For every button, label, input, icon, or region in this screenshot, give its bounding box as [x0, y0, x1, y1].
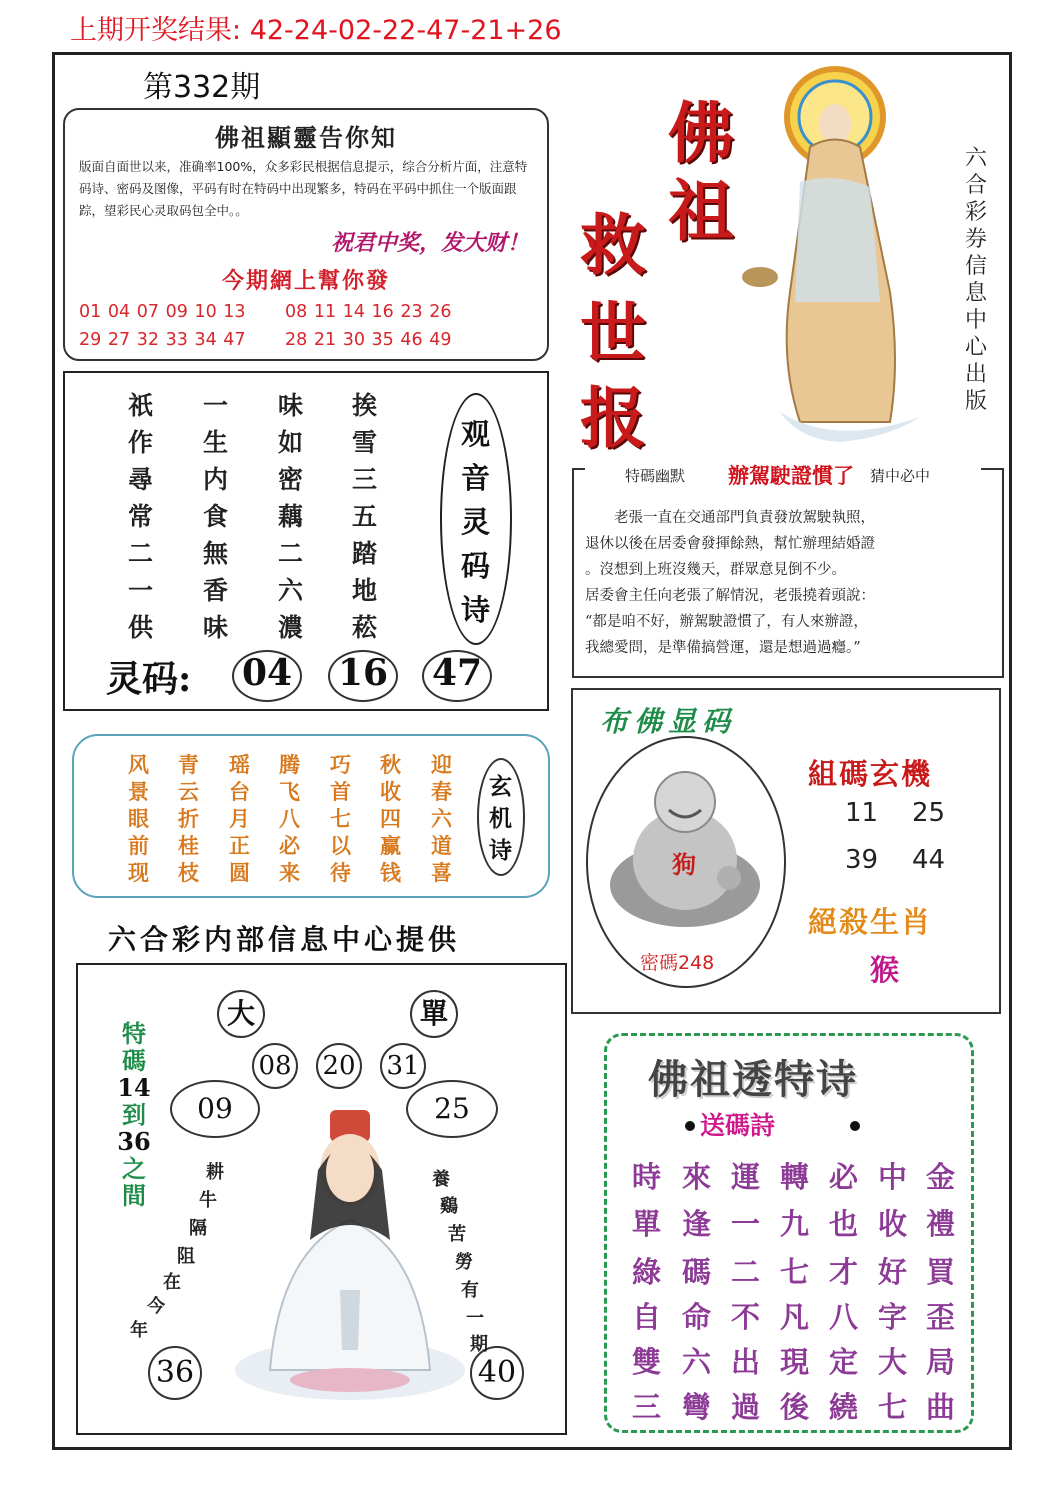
bullet-dot — [850, 1121, 860, 1131]
poem-char: 五 — [352, 502, 378, 531]
mystic-char: 道 — [431, 833, 452, 858]
right-verse-char: 養 — [432, 1169, 450, 1190]
poem-char: 味 — [278, 391, 304, 420]
mystic-char: 眼 — [128, 806, 149, 831]
title-char-jiu: 救 — [580, 206, 646, 284]
poem-char: 一 — [203, 391, 229, 420]
poem-char: 如 — [278, 428, 304, 457]
number-row-1: 01 04 07 09 10 13 08 11 14 16 23 26 — [79, 302, 452, 322]
poem-char: 一 — [128, 576, 154, 605]
fozu-char: 禮 — [926, 1207, 956, 1241]
mystic-char: 待 — [330, 860, 351, 885]
fozu-char: 也 — [829, 1207, 859, 1241]
fozu-char: 單 — [632, 1207, 662, 1241]
fozu-char: 自 — [632, 1300, 662, 1334]
ling-code-number: 47 — [431, 652, 483, 694]
big-circle: 大 — [217, 990, 265, 1038]
title-char-bao: 报 — [580, 379, 646, 457]
ling-code-number: 16 — [337, 652, 389, 694]
joke-label-left: 特碼幽默 — [625, 467, 686, 485]
fozu-char: 繞 — [829, 1390, 859, 1424]
mystic-char: 巧 — [330, 752, 351, 777]
left-verse-char: 隔 — [189, 1218, 207, 1239]
issue-number: 第332期 — [143, 70, 261, 105]
mystic-title-char: 机 — [489, 805, 512, 832]
mystic-char: 折 — [178, 806, 199, 831]
right-verse-char: 期 — [470, 1334, 488, 1355]
special-code-range: 特 碼 14 到 36 之 間 — [117, 1019, 151, 1210]
combo-number: 39 — [845, 845, 879, 875]
poem-char: 踏 — [352, 539, 378, 568]
mystic-char: 腾 — [279, 752, 300, 777]
mystic-char: 瑶 — [229, 752, 250, 777]
poem-char: 尋 — [128, 465, 154, 494]
fozu-char: 九 — [780, 1207, 810, 1241]
poem-char: 味 — [203, 613, 229, 642]
mystic-char: 以 — [330, 833, 351, 858]
secret-code: 密碼248 — [640, 952, 715, 974]
top-number-circle: 08 — [252, 1043, 298, 1089]
joke-line: 居委會主任向老張了解情況，老張撓着頭說： — [585, 588, 875, 604]
right-number-oval: 25 — [406, 1080, 498, 1138]
mystic-char: 青 — [178, 752, 199, 777]
mystic-char: 秋 — [380, 752, 401, 777]
poem-title-char: 观 — [461, 417, 491, 451]
joke-line: 老張一直在交通部門負責發放駕駛執照， — [585, 510, 875, 526]
publisher-vertical: 六合彩券信息中心出版 — [964, 146, 987, 414]
fozu-char: 收 — [878, 1207, 908, 1241]
mystic-title-char: 玄 — [489, 773, 512, 800]
fozu-char: 字 — [878, 1300, 908, 1334]
right-verse-char: 勞 — [455, 1252, 473, 1273]
mystic-char: 台 — [229, 779, 250, 804]
mystic-char: 四 — [380, 806, 401, 831]
poem-char: 地 — [352, 576, 378, 605]
left-verse-char: 年 — [130, 1320, 148, 1341]
combo-title: 組碼玄機 — [808, 757, 933, 791]
fozu-char: 現 — [780, 1345, 810, 1379]
fozu-char: 八 — [829, 1300, 859, 1334]
joke-line: “都是咱不好，辦駕駛證慣了，有人來辦證， — [585, 614, 868, 630]
fozu-char: 運 — [731, 1160, 761, 1194]
poem-char: 濃 — [278, 613, 304, 642]
left-number-oval: 09 — [170, 1080, 260, 1138]
fozu-char: 買 — [926, 1255, 956, 1289]
right-verse-char: 苦 — [448, 1224, 466, 1245]
corner-right-circle: 40 — [470, 1346, 524, 1400]
fozu-char: 才 — [829, 1255, 859, 1289]
mystic-char: 枝 — [178, 860, 199, 885]
poem-title-char: 诗 — [461, 593, 491, 627]
poem-char: 二 — [128, 539, 154, 568]
poem-char: 三 — [352, 465, 378, 494]
mystic-char: 迎 — [431, 752, 452, 777]
mystic-char: 春 — [431, 779, 452, 804]
fozu-char: 必 — [829, 1160, 859, 1194]
poem-char: 六 — [278, 576, 304, 605]
combo-number: 11 — [845, 798, 879, 828]
poem-char: 内 — [203, 465, 229, 494]
mystic-char: 前 — [128, 833, 149, 858]
poem-char: 作 — [128, 428, 154, 457]
guanyin-seated-figure — [230, 1100, 470, 1400]
fozu-char: 定 — [829, 1345, 859, 1379]
title-char-fo: 佛 — [668, 94, 734, 172]
fozu-char: 局 — [926, 1345, 956, 1379]
mystic-char: 飞 — [279, 779, 300, 804]
joke-title: 辦駕駛證慣了 — [728, 463, 854, 488]
fozu-char: 命 — [682, 1300, 712, 1334]
mystic-char: 首 — [330, 779, 351, 804]
left-verse-char: 今 — [147, 1296, 165, 1317]
joke-line: 。沒想到上班沒幾天，群眾意見倒不少。 — [585, 562, 846, 578]
mystic-char: 景 — [128, 779, 149, 804]
left-verse-char: 耕 — [206, 1162, 224, 1183]
laughing-buddha-mark: 狗 — [672, 850, 696, 879]
mystic-char: 来 — [279, 860, 300, 885]
corner-left-circle: 36 — [148, 1346, 202, 1400]
mystic-char: 月 — [229, 806, 250, 831]
poem-char: 供 — [128, 613, 154, 642]
intro-title: 佛祖顯靈告你知 — [215, 123, 397, 152]
poem-char: 常 — [128, 502, 154, 531]
mystic-char: 赢 — [380, 833, 401, 858]
mystic-char: 正 — [229, 833, 250, 858]
right-verse-char: 一 — [466, 1308, 484, 1329]
poem-char: 密 — [278, 465, 304, 494]
title-char-shi: 世 — [580, 294, 646, 372]
right-verse-char: 有 — [461, 1280, 479, 1301]
left-verse-char: 牛 — [199, 1190, 217, 1211]
fozu-char: 二 — [731, 1255, 761, 1289]
fozu-char: 逢 — [682, 1207, 712, 1241]
poem-char: 挨 — [352, 391, 378, 420]
mystic-char: 钱 — [380, 860, 401, 885]
fozu-char: 雙 — [632, 1345, 662, 1379]
fozu-poem-subtitle: 送碼詩 — [700, 1111, 776, 1140]
title-char-zu: 祖 — [668, 172, 734, 250]
poem-char: 藕 — [278, 502, 304, 531]
left-verse-char: 阻 — [177, 1246, 195, 1267]
fozu-char: 七 — [780, 1255, 810, 1289]
poem-char: 香 — [203, 576, 229, 605]
right-verse-char: 鷄 — [440, 1196, 458, 1217]
fozu-char: 過 — [731, 1390, 761, 1424]
poem-char: 無 — [203, 539, 229, 568]
fozu-char: 轉 — [780, 1160, 810, 1194]
intro-wish: 祝君中奖，发大财！ — [330, 230, 529, 256]
fozu-char: 出 — [731, 1345, 761, 1379]
fozu-char: 來 — [682, 1160, 712, 1194]
combo-number: 25 — [912, 798, 946, 828]
poem-title-char: 音 — [461, 461, 491, 495]
mystic-char: 收 — [380, 779, 401, 804]
poem-char: 生 — [203, 428, 229, 457]
provider-line: 六合彩内部信息中心提供 — [108, 923, 461, 956]
ling-code-label: 灵码: — [106, 658, 192, 700]
kill-zodiac-value: 猴 — [870, 953, 900, 987]
fozu-char: 金 — [926, 1160, 956, 1194]
mystic-char: 风 — [128, 752, 149, 777]
last-result — [70, 8, 562, 47]
poem-char: 食 — [203, 502, 229, 531]
poem-title-char: 码 — [461, 549, 491, 583]
mystic-char: 现 — [128, 860, 149, 885]
fozu-poem-title: 佛祖透特诗 — [648, 1056, 858, 1103]
kill-zodiac-title: 絕殺生肖 — [808, 905, 933, 939]
fozu-char: 彎 — [682, 1390, 712, 1424]
joke-line: 我總愛問，是準備搞營運，還是想過過癮。” — [585, 640, 861, 656]
mystic-char: 桂 — [178, 833, 199, 858]
fozu-char: 時 — [632, 1160, 662, 1194]
mystic-char: 必 — [279, 833, 300, 858]
mystic-char: 圆 — [229, 860, 250, 885]
left-verse-char: 在 — [163, 1272, 181, 1293]
fozu-char: 碼 — [682, 1255, 712, 1289]
last-result-label: 上期开奖结果: — [70, 15, 242, 46]
poem-title-char: 灵 — [461, 505, 491, 539]
mystic-char: 七 — [330, 806, 351, 831]
fozu-char: 六 — [682, 1345, 712, 1379]
intro-box — [63, 108, 549, 361]
top-number-circle: 20 — [316, 1043, 362, 1089]
joke-label-right: 猜中必中 — [870, 467, 931, 485]
combo-number: 44 — [912, 845, 946, 875]
intro-body: 版面自面世以来，准确率100%，众多彩民根据信息提示，综合分析片面，注意特码诗、密码及图像，平码有时在特码中出现繁多，特码在平码中抓住一个版面跟踪，望彩民心灵取码包全中。。 — [79, 159, 528, 218]
mystic-char: 六 — [431, 806, 452, 831]
fozu-char: 曲 — [926, 1390, 956, 1424]
fozu-char: 一 — [731, 1207, 761, 1241]
fozu-char: 七 — [878, 1390, 908, 1424]
fozu-char: 三 — [632, 1390, 662, 1424]
poem-char: 雪 — [352, 428, 378, 457]
guanyin-standing-figure — [740, 62, 940, 452]
fozu-char: 好 — [878, 1255, 908, 1289]
fozu-char: 綠 — [632, 1255, 662, 1289]
ling-code-number: 04 — [241, 652, 293, 694]
odd-circle: 單 — [410, 990, 458, 1038]
poem-char: 二 — [278, 539, 304, 568]
bullet-dot — [685, 1121, 695, 1131]
fozu-char: 歪 — [926, 1300, 956, 1334]
number-row-2: 29 27 32 33 34 47 28 21 30 35 46 49 — [79, 330, 452, 350]
joke-line: 退休以後在居委會發揮餘熱，幫忙辦理結婚證 — [585, 536, 875, 552]
intro-subtitle: 今期網上幫你發 — [221, 268, 390, 294]
fozu-char: 凡 — [780, 1300, 810, 1334]
top-number-circle: 31 — [380, 1043, 426, 1089]
poem-char: 菘 — [352, 613, 378, 642]
mystic-char: 喜 — [431, 860, 452, 885]
fozu-char: 大 — [878, 1345, 908, 1379]
mystic-title-char: 诗 — [489, 837, 512, 864]
laughing-buddha-title: 布佛显码 — [600, 705, 737, 738]
mystic-char: 八 — [279, 806, 300, 831]
fozu-char: 中 — [878, 1160, 908, 1194]
fozu-char: 後 — [780, 1390, 810, 1424]
poem-char: 祇 — [128, 391, 154, 420]
fozu-char: 不 — [731, 1300, 761, 1334]
mystic-char: 云 — [178, 779, 199, 804]
last-result-numbers: 42-24-02-22-47-21+26 — [249, 15, 562, 46]
